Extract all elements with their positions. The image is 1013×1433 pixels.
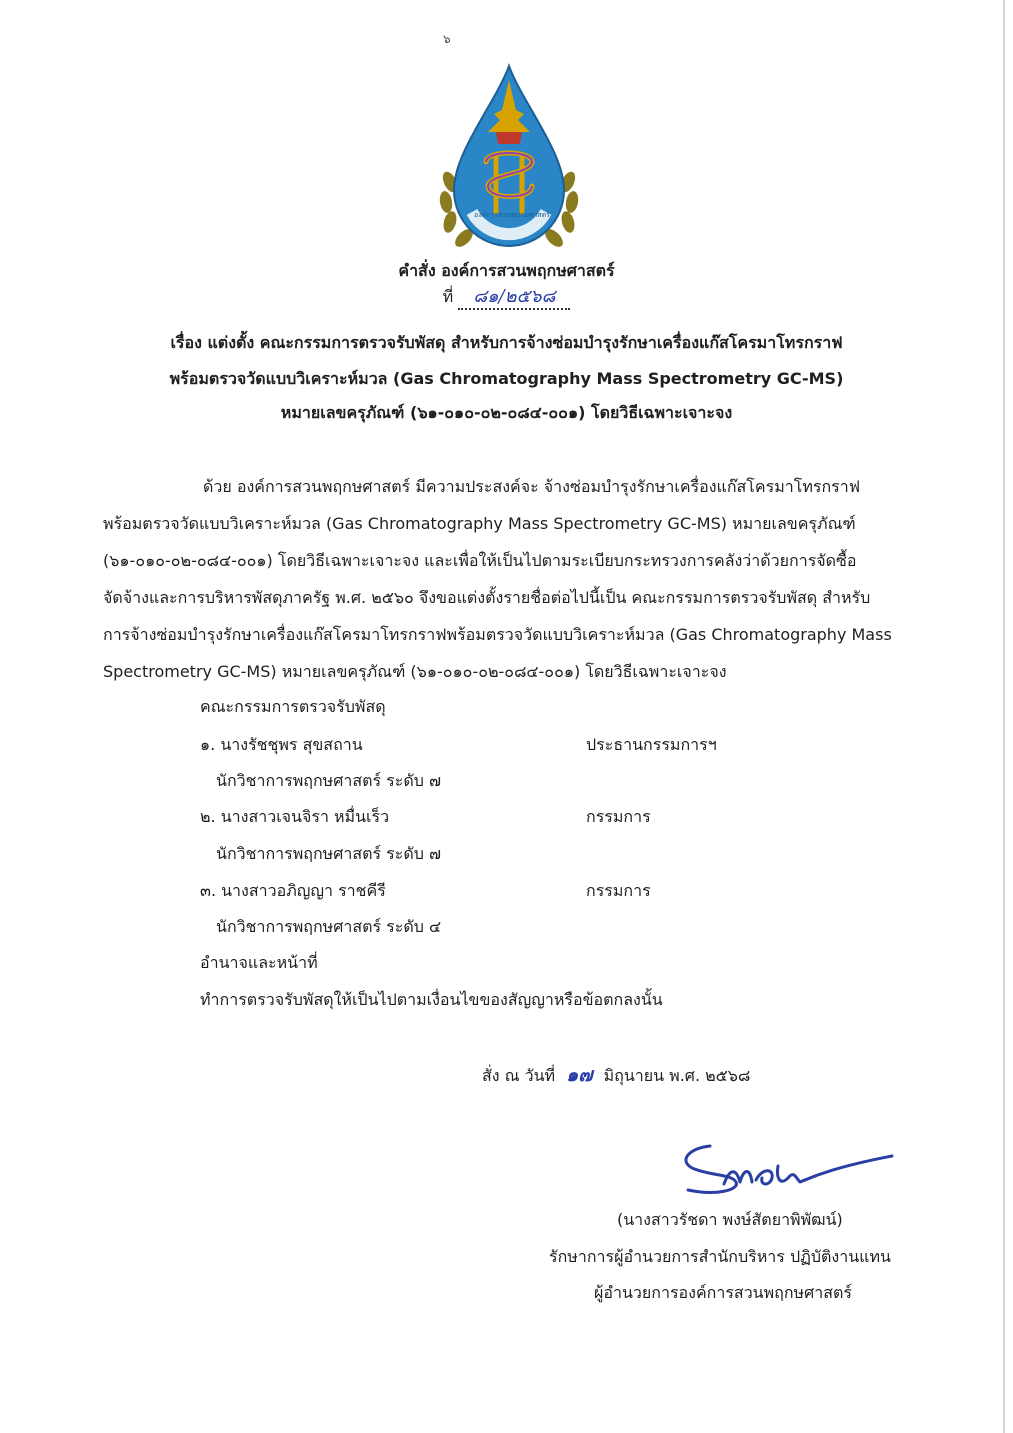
order-date-month-year: มิถุนายน พ.ศ. ๒๕๖๘ [603,1066,751,1085]
order-date-prefix: สั่ง ณ วันที่ [482,1066,556,1085]
signatory-name: (นางสาวรัชดา พงษ์สัตยาพิพัฒน์) [617,1210,843,1229]
subject-line-3: หมายเลขครุภัณฑ์ (๖๑-๐๑๐-๐๒-๐๘๔-๐๐๑) โดยวิธีเฉพาะเจาะจง [280,403,733,422]
body-line: ด้วย องค์การสวนพฤกษศาสตร์ มีความประสงค์จะ จ้างซ่อมบำรุงรักษาเครื่องแก๊สโครมาโทรกราฟ [203,477,861,496]
organization-logo [436,62,582,254]
member-position: นักวิชาการพฤกษศาสตร์ ระดับ ๔ [216,917,442,936]
body-line: Spectrometry GC-MS) หมายเลขครุภัณฑ์ (๖๑-๐๑๐-๐๒-๐๘๔-๐๐๑) โดยวิธีเฉพาะเจาะจง [103,662,727,681]
signature-mark-icon [670,1138,900,1206]
signatory-title-1: รักษาการผู้อำนวยการสำนักบริหาร ปฏิบัติงานแทน [549,1247,891,1266]
member-name: ๒. นางสาวเจนจิรา หมื่นเร็ว [200,807,390,826]
body-line: จัดจ้างและการบริหารพัสดุภาครัฐ พ.ศ. ๒๕๖๐ จึงขอแต่งตั้งรายชื่อต่อไปนี้เป็น คณะกรรมการตรวจรับพัสดุ สำหรับ [103,588,871,607]
handwritten-signature [670,1138,900,1206]
order-date [482,1064,750,1087]
member-name: ๓. นางสาวอภิญญา ราชคีรี [200,881,386,900]
subject-line-1: เรื่อง แต่งตั้ง คณะกรรมการตรวจรับพัสดุ สำหรับการจ้างซ่อมบำรุงรักษาเครื่องแก๊สโครมาโทรกราฟ [170,333,843,352]
logo-emblem-icon [436,62,582,254]
body-line: (๖๑-๐๑๐-๐๒-๐๘๔-๐๐๑) โดยวิธีเฉพาะเจาะจง และเพื่อให้เป็นไปตามระเบียบกระทรวงการคลังว่าด้วยการจัดซื้อ [103,551,857,570]
duty-text: ทำการตรวจรับพัสดุให้เป็นไปตามเงื่อนไขของสัญญาหรือข้อตกลงนั้น [200,990,663,1009]
member-role: ประธานกรรมการฯ [586,735,717,754]
subject-line-2: พร้อมตรวจวัดแบบวิเคราะห์มวล (Gas Chromatography Mass Spectrometry GC-MS) [169,369,844,388]
order-number-line [0,286,1013,310]
top-mark: ๖ [443,32,451,46]
member-position: นักวิชาการพฤกษศาสตร์ ระดับ ๗ [216,771,442,790]
order-date-day: ๑๗ [566,1064,593,1086]
signatory-title-2: ผู้อำนวยการองค์การสวนพฤกษศาสตร์ [594,1283,852,1302]
body-line: พร้อมตรวจวัดแบบวิเคราะห์มวล (Gas Chromatography Mass Spectrometry GC-MS) หมายเลขครุภัณฑ์ [103,514,856,533]
member-name: ๑. นางรัชชุพร สุขสถาน [200,735,363,754]
order-number-label: ที่ [442,287,454,306]
duty-heading: อำนาจและหน้าที่ [200,953,318,972]
order-number-value: ๘๑/๒๕๖๘ [458,286,570,310]
page-title: คำสั่ง องค์การสวนพฤกษศาสตร์ [398,261,615,280]
member-position: นักวิชาการพฤกษศาสตร์ ระดับ ๗ [216,844,442,863]
page-edge-shadow [1003,0,1005,1433]
logo-text: องค์การสวนพฤกษศาสตร์ [474,211,550,219]
committee-heading: คณะกรรมการตรวจรับพัสดุ [200,697,386,716]
member-role: กรรมการ [586,881,651,900]
body-line: การจ้างซ่อมบำรุงรักษาเครื่องแก๊สโครมาโทรกราฟพร้อมตรวจวัดแบบวิเคราะห์มวล (Gas Chromatography Mass [103,625,892,644]
member-role: กรรมการ [586,807,651,826]
